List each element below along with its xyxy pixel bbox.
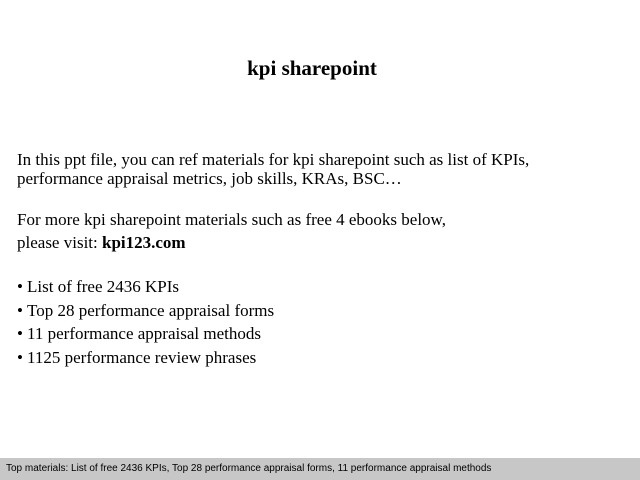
bullet-icon: • [17, 300, 23, 320]
list-item-label: Top 28 performance appraisal forms [27, 300, 275, 320]
list-item-label: List of free 2436 KPIs [27, 277, 180, 296]
list-item [17, 275, 617, 299]
bullet-icon: • [17, 277, 23, 296]
site-link[interactable]: kpi123.com [101, 233, 186, 252]
footer-bar [0, 458, 640, 480]
ebook-list [17, 275, 617, 369]
slide-title: kpi sharepoint [247, 56, 377, 80]
visit-prefix: please visit: [17, 233, 102, 252]
intro-line-1: In this ppt file, you can ref materials for kpi sharepoint such as list of KPIs, [17, 150, 530, 169]
more-line-1: For more kpi sharepoint materials such as free 4 ebooks below, [17, 210, 446, 229]
more-paragraph [17, 208, 617, 254]
list-item [17, 322, 617, 346]
intro-paragraph [17, 150, 617, 188]
list-item-label: 1125 performance review phrases [27, 347, 257, 367]
bullet-icon: • [17, 347, 23, 367]
list-item [17, 346, 617, 370]
list-item [17, 299, 617, 323]
bullet-icon: • [17, 324, 23, 343]
footer-text: Top materials: List of free 2436 KPIs, Top 28 performance appraisal forms, 11 performance appraisal methods [6, 463, 492, 474]
intro-line-2: performance appraisal metrics, job skills, KRAs, BSC… [17, 169, 402, 188]
list-item-label: 11 performance appraisal methods [27, 324, 261, 343]
